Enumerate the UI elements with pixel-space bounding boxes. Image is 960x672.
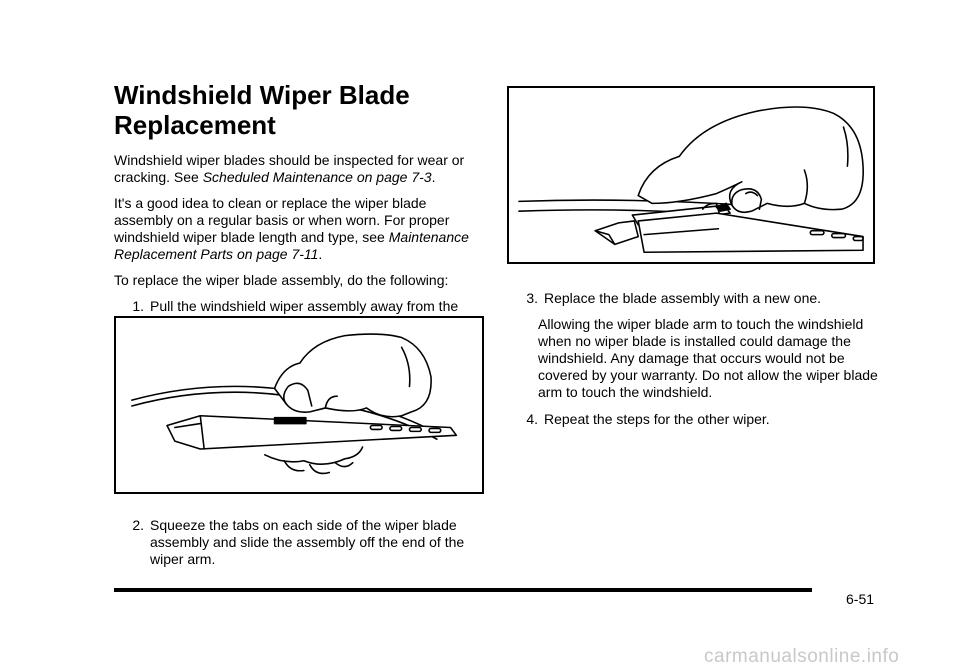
left-column xyxy=(114,80,486,332)
step-3 xyxy=(508,290,878,307)
footer-rule xyxy=(114,588,812,592)
page-number: 6-51 xyxy=(846,591,875,607)
cleaning-text: It's a good idea to clean or replace the wiper blade assembly on a regular basis or when worn. For proper windshield wiper blade length and type, see xyxy=(114,195,450,245)
wiper-pull-illustration xyxy=(116,318,482,492)
step-2-container xyxy=(114,517,484,568)
figure-squeeze-tabs xyxy=(507,86,875,264)
step-number: 3. xyxy=(526,290,538,306)
cleaning-end: . xyxy=(318,246,323,262)
step-number: 4. xyxy=(526,411,538,427)
page-title xyxy=(114,80,486,140)
step-text: Replace the blade assembly with a new one. xyxy=(544,290,822,306)
intro-text: Windshield wiper blades should be inspected for wear or cracking. See xyxy=(114,152,465,185)
step-number: 2. xyxy=(132,517,144,533)
step-text: Pull the windshield wiper assembly away from the xyxy=(150,298,459,314)
step-text: Squeeze the tabs on each side of the wiper blade assembly and slide the assembly off the end of the wiper arm. xyxy=(150,517,465,567)
step-4 xyxy=(508,411,878,428)
procedure-intro: To replace the wiper blade assembly, do the following: xyxy=(114,272,449,288)
cleaning-paragraph xyxy=(114,195,486,263)
title-line-2: Replacement xyxy=(114,110,276,140)
maintenance-reference-link[interactable]: Scheduled Maintenance on page 7-3 xyxy=(202,169,432,185)
step-number: 1. xyxy=(132,298,144,314)
intro-paragraph xyxy=(114,152,486,186)
figure-pull-wiper xyxy=(114,316,484,494)
watermark: carmanualsonline.info xyxy=(704,646,900,667)
step-2 xyxy=(114,517,484,568)
title-line-1: Windshield Wiper Blade xyxy=(114,80,410,110)
wiper-squeeze-illustration xyxy=(509,88,873,262)
replacement-parts-reference-link[interactable]: Maintenance Replacement Parts on page 7-11 xyxy=(114,229,469,262)
right-column xyxy=(508,290,878,428)
intro-end: . xyxy=(431,169,436,185)
step-3-warning-note: Allowing the wiper blade arm to touch the windshield when no wiper blade is installed could damage the windshield. Any damage that occurs would not be covered by your warranty. Do not allow the wiper blade arm to touch the windshield. xyxy=(538,316,878,400)
step-text: Repeat the steps for the other wiper. xyxy=(544,411,770,427)
